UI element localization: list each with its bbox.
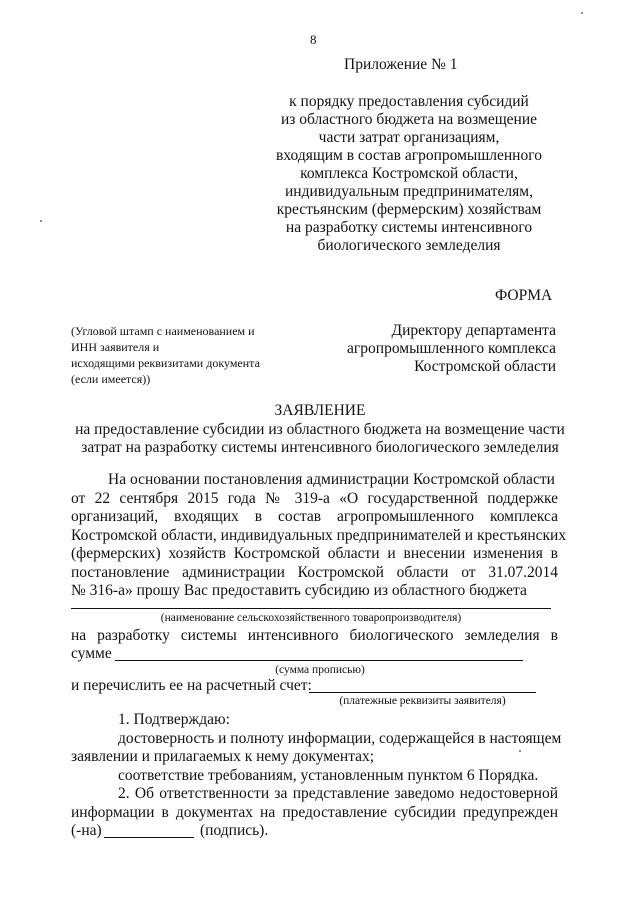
body-line: Костромской области, индивидуальных предпринимателей и крестьянских: [71, 527, 567, 544]
stamp-line: (если имеется)): [71, 372, 151, 386]
appendix-line: к порядку предоставления субсидий: [289, 93, 529, 110]
appendix-description: [250, 93, 568, 255]
responsibility-line: 2. Об ответственности за представление заведомо недостоверной: [118, 785, 558, 802]
sum-caption: (сумма прописью): [275, 664, 365, 676]
scan-mark: [581, 12, 583, 14]
addressee-line: агропромышленного комплекса: [347, 340, 556, 357]
sum-label: сумме: [71, 645, 112, 662]
body-line: постановление администрации Костромской области от 31.07.2014: [71, 564, 558, 581]
signature-suffix: (подпись).: [200, 822, 269, 839]
account-caption: (платежные реквизиты заявителя): [339, 695, 506, 707]
appendix-line: из областного бюджета на возмещение: [280, 111, 537, 128]
responsibility-line: информации в документах на предоставление субсидии предупрежден: [71, 804, 558, 821]
appendix-line: биологического земледелия: [317, 237, 501, 254]
confirm-line: заявлении и прилагаемых к нему документах;: [71, 748, 375, 765]
document-subtitle: на предоставление субсидии из областного бюджета на возмещение части: [75, 421, 565, 438]
body-line: (фермерских) хозяйств Костромской области и внесении изменения в: [71, 545, 558, 562]
document-subtitle: затрат на разработку системы интенсивного биологического земледелия: [81, 439, 559, 456]
addressee-line: Директору департамента: [391, 322, 556, 339]
page-number: 8: [310, 32, 317, 47]
appendix-line: крестьянским (фермерским) хозяйствам: [276, 201, 542, 218]
appendix-line: комплекса Костромской области,: [300, 165, 518, 182]
addressee-line: Костромской области: [414, 358, 556, 375]
appendix-title: Приложение № 1: [344, 56, 458, 73]
appendix-line: индивидуальным предпринимателям,: [285, 183, 533, 200]
sum-field[interactable]: [115, 660, 523, 661]
scan-mark: [40, 220, 42, 222]
signature-field[interactable]: [104, 837, 194, 838]
body-line: от 22 сентября 2015 года № 319-а «О государственной поддержке: [71, 490, 558, 507]
appendix-line: на разработку системы интенсивного: [285, 219, 533, 236]
body-line: № 316-а» прошу Вас предоставить субсидию из областного бюджета: [71, 582, 527, 599]
producer-name-field[interactable]: [71, 608, 551, 609]
confirm-heading: 1. Подтверждаю:: [118, 711, 230, 728]
confirm-line: достоверность и полноту информации, содержащейся в настоящем: [118, 730, 562, 747]
signature-prefix: (-на): [71, 822, 102, 839]
form-label: ФОРМА: [495, 287, 553, 304]
stamp-line: исходящими реквизитами документа: [71, 356, 260, 370]
appendix-line: входящим в состав агропромышленного: [276, 147, 542, 164]
stamp-line: (Угловой штамп с наименованием и: [71, 324, 255, 338]
account-field[interactable]: [309, 692, 536, 693]
body-line: организаций, входящих в состав агропромышленного комплекса: [71, 508, 558, 525]
appendix-line: части затрат организациям,: [318, 129, 500, 146]
purpose-line: на разработку системы интенсивного биологического земледелия в: [71, 627, 558, 644]
document-title: ЗАЯВЛЕНИЕ: [274, 402, 366, 419]
stamp-line: ИНН заявителя и: [71, 340, 160, 354]
account-label: и перечислить ее на расчетный счет:: [71, 677, 312, 694]
producer-caption: (наименование сельскохозяйственного товаропроизводителя): [160, 612, 462, 624]
scan-mark: [519, 750, 521, 752]
body-line: На основании постановления администрации Костромской области: [108, 471, 555, 488]
confirm-line: соответствие требованиям, установленным пунктом 6 Порядка.: [118, 767, 539, 784]
